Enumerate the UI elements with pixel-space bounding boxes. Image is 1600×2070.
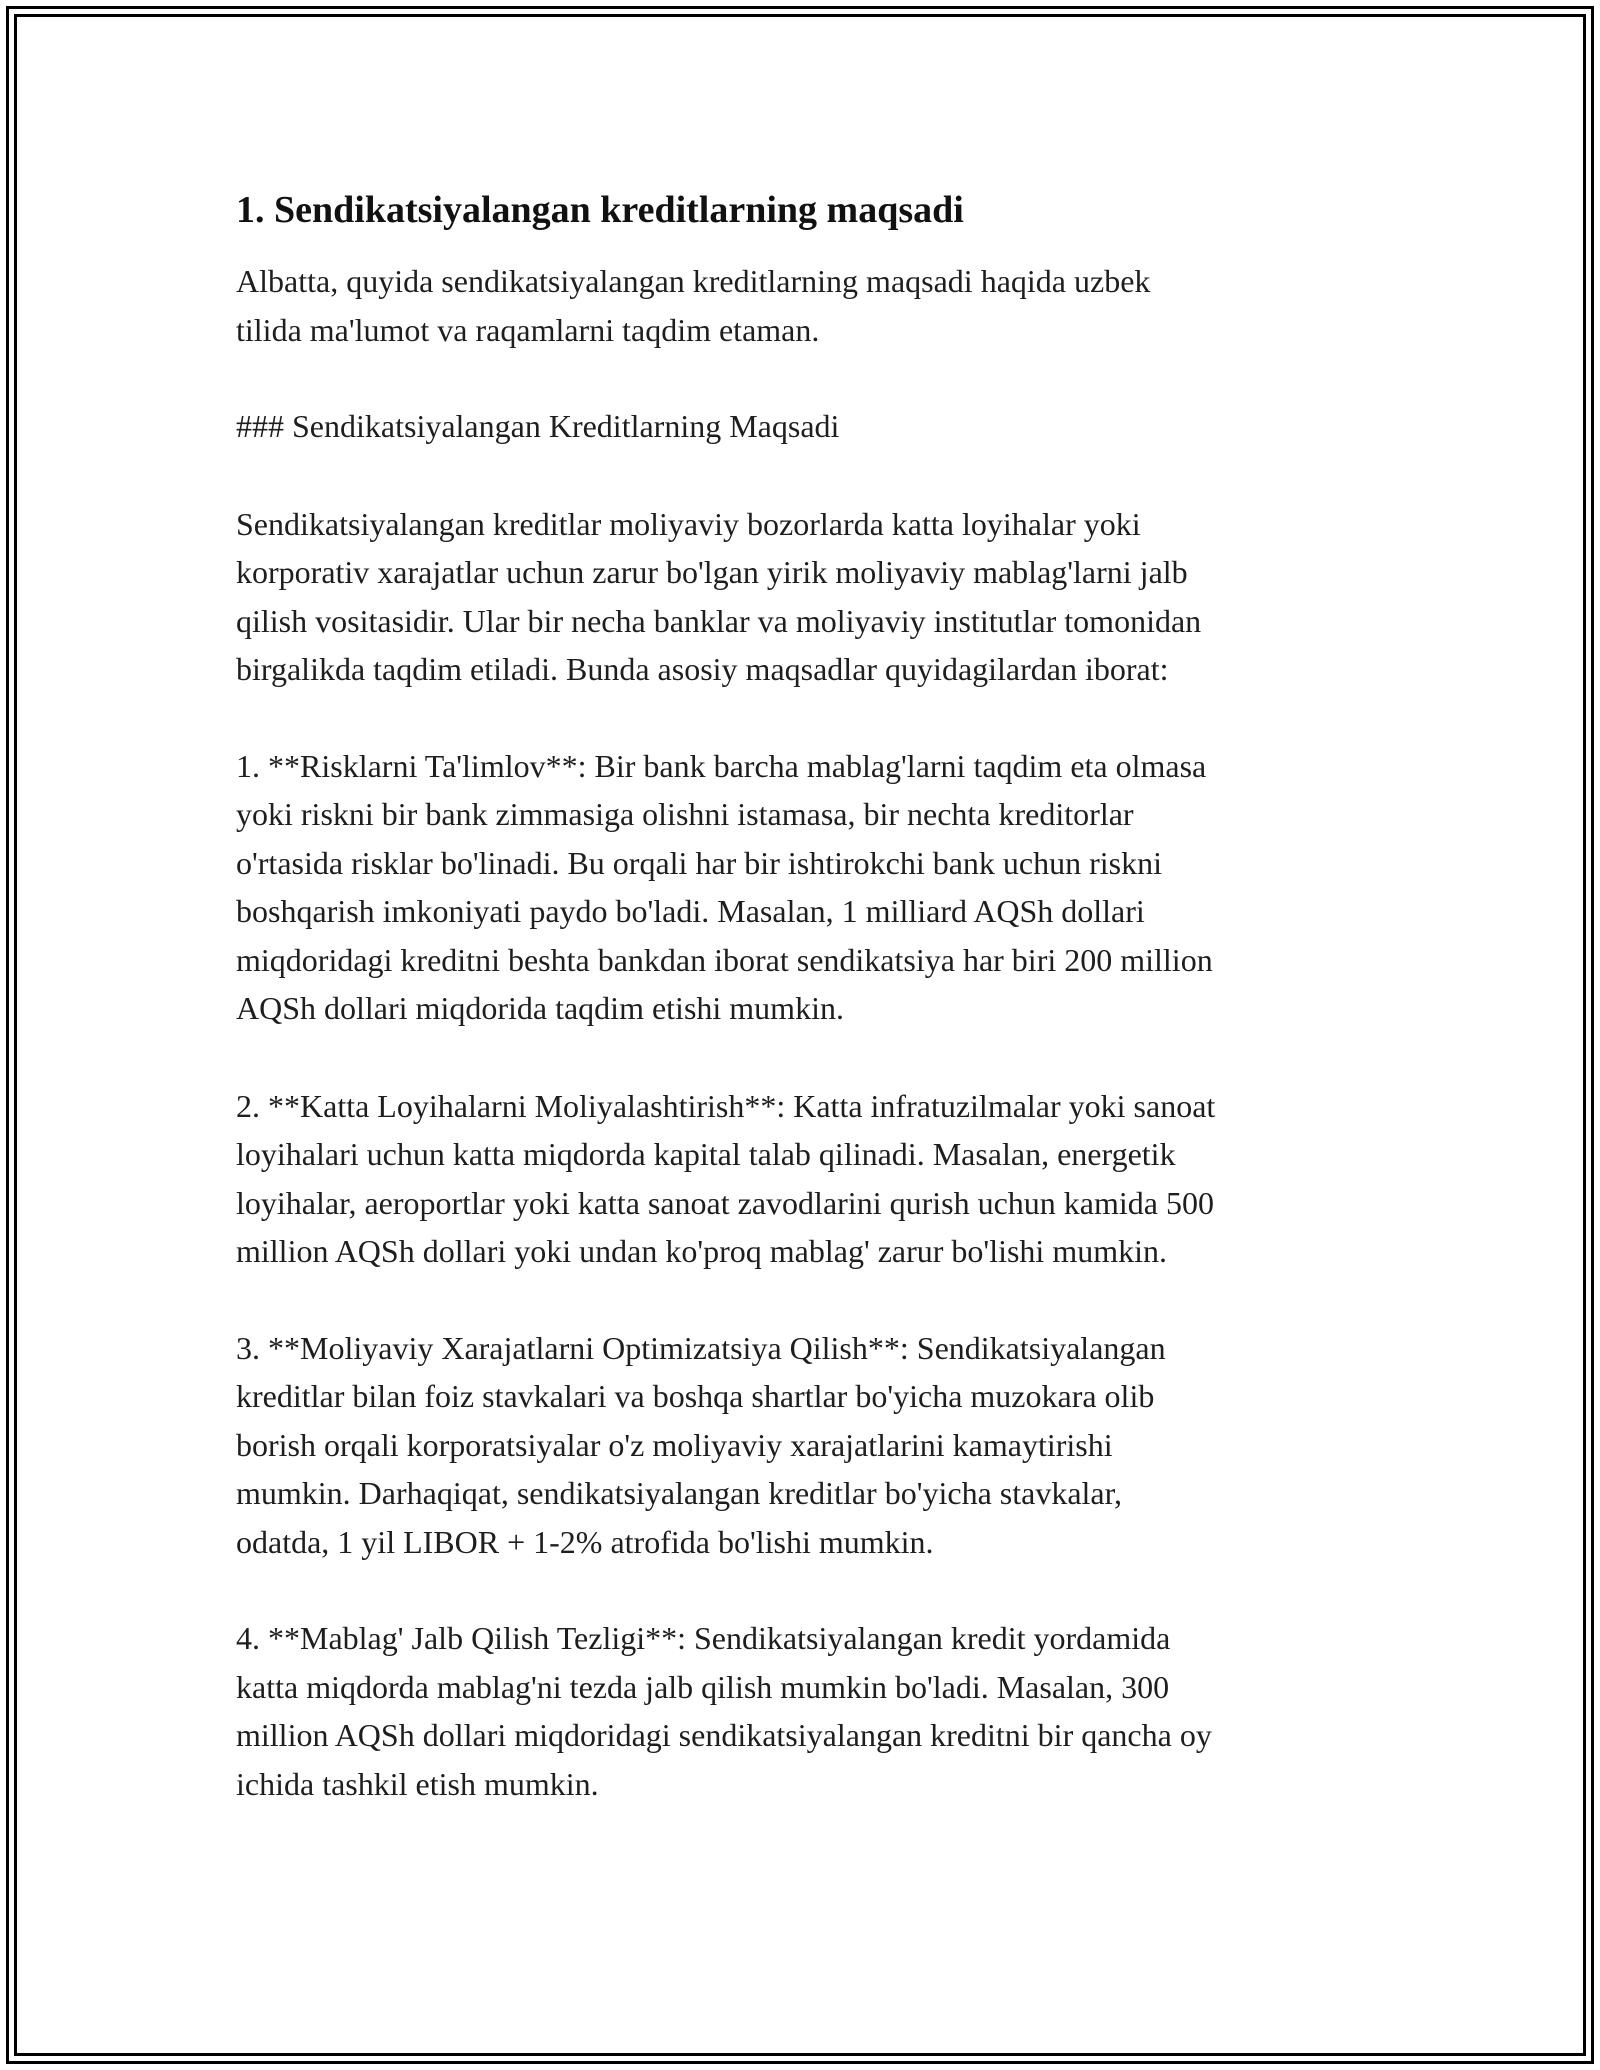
point-4-paragraph: 4. **Mablag' Jalb Qilish Tezligi**: Sendikatsiyalangan kredit yordamida katta miqdorda mablag'ni tezda jalb qilish mumkin bo'ladi. Masalan, 300 million AQSh dollari miqdoridagi sendikatsiyalangan kreditni bir qancha oy ichida tashkil etish mumkin. [236,1620,1212,1802]
section-heading: ### Sendikatsiyalangan Kreditlarning Maqsadi [236,408,840,444]
document-title: 1. Sendikatsiyalangan kreditlarning maqsadi [236,189,964,231]
point-2-paragraph: 2. **Katta Loyihalarni Moliyalashtirish**: Katta infratuzilmalar yoki sanoat loyihalari uchun katta miqdorda kapital talab qilinadi. Masalan, energetik loyihalar, aeroportlar yoki katta sanoat zavodlarini qurish uchun kamida 500 million AQSh dollari yoki undan ko'proq mablag' zarur bo'lishi mumkin. [236,1087,1216,1269]
intro-paragraph: Albatta, quyida sendikatsiyalangan kreditlarning maqsadi haqida uzbek tilida ma'lumot va raqamlarni taqdim etaman. [236,263,1151,348]
point-1-paragraph: 1. **Risklarni Ta'limlov**: Bir bank barcha mablag'larni taqdim eta olmasa yoki riskni bir bank zimmasiga olishni istamasa, bir nechta kreditorlar o'rtasida risklar bo'linadi. Bu orqali har bir ishtirokchi bank uchun riskni boshqarish imkoniyati paydo bo'ladi. Masalan, 1 milliard AQSh dollari miqdoridagi kreditni beshta bankdan iborat sendikatsiya har biri 200 million AQSh dollari miqdorida taqdim etishi mumkin. [236,747,1213,1026]
point-3-paragraph: 3. **Moliyaviy Xarajatlarni Optimizatsiya Qilish**: Sendikatsiyalangan kreditlar bilan foiz stavkalari va boshqa shartlar bo'yicha muzokara olib borish orqali korporatsiyalar o'z moliyaviy xarajatlarini kamaytirishi mumkin. Darhaqiqat, sendikatsiyalangan kreditlar bo'yicha stavkalar, odatda, 1 yil LIBOR + 1-2% atrofida bo'lishi mumkin. [236,1329,1166,1560]
document-body [236,186,1376,1808]
description-paragraph: Sendikatsiyalangan kreditlar moliyaviy bozorlarda katta loyihalar yoki korporativ xarajatlar uchun zarur bo'lgan yirik moliyaviy mablag'larni jalb qilish vositasidir. Ular bir necha banklar va moliyaviy institutlar tomonidan birgalikda taqdim etiladi. Bunda asosiy maqsadlar quyidagilardan iborat: [236,505,1202,687]
